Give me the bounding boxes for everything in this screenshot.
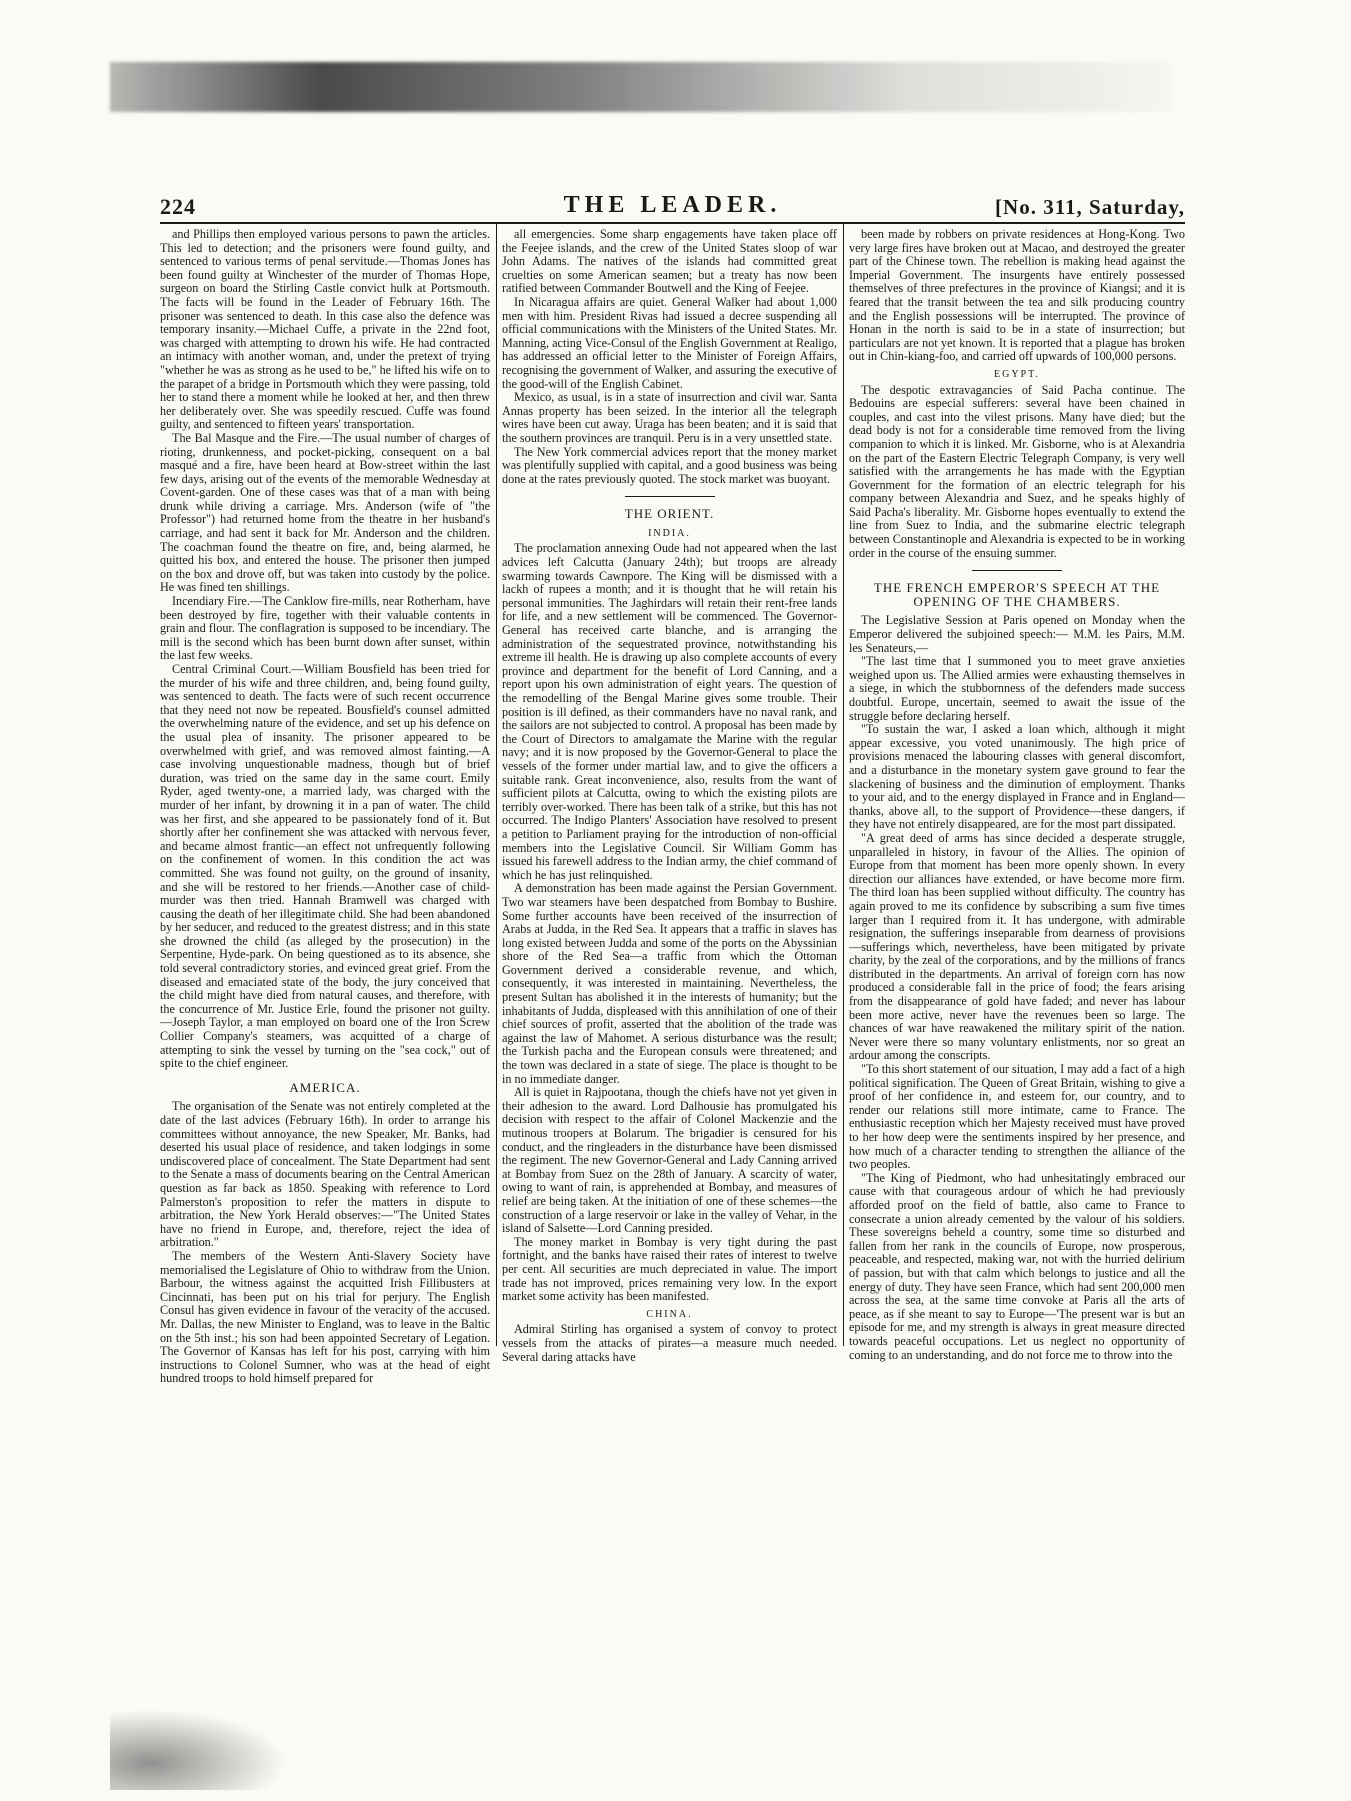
article-paragraph: been made by robbers on private residences at Hong-Kong. Two very large fires have broken out at Macao, and destroyed the greater part of the Chinese town. The rebellion is making head against the Imperial Government. The insurgents have entirely possessed themselves of three prefectures in the province of Kiangsi; and it is feared that the transit between the tea and silk producing country and the English possessions will be interrupted. The province of Honan in the north is said to be in a state of insurrection; but particulars are not yet known. It is reported that a plague has broken out in Chin-kiang-foo, and carried off upwards of 100,000 persons. xyxy=(849,227,1185,364)
article-paragraph: "The King of Piedmont, who had unhesitatingly embraced our cause with that courageous ardour of which he had previously afforded proof on the field of battle, also came to France to consecrate a union already cemented by the valour of his soldiers. These sovereigns beheld a country, some time so disturbed and fallen from her rank in the councils of Europe, now prosperous, peaceable, and respected, making war, not with the hurried delirium of passion, but with that calm which belongs to justice and all the energy of duty. They have seen France, which had sent 200,000 men across the sea, at the same time convoke at Paris all the arts of peace, as if she meant to say to Europe—'The present war is but an episode for me, and my strength is always in great measure directed towards peaceful occupations. Let us neglect no opportunity of coming to an understanding, and do not force me to throw into the xyxy=(849,1170,1185,1362)
subsection-heading: EGYPT. xyxy=(994,368,1040,380)
masthead xyxy=(160,194,1185,220)
scan-artifact-band xyxy=(110,62,1170,112)
column-divider xyxy=(843,224,844,1346)
section-heading: THE ORIENT. xyxy=(624,506,715,522)
article-paragraph: "The last time that I summoned you to meet grave anxieties weighed upon us. The Allied armies were exhausting themselves in a siege, in which the stubbornness of the defenders made success doubtful. Europe, uncertain, seemed to await the issue of the struggle before declaring herself. xyxy=(849,654,1185,723)
column-divider xyxy=(496,224,497,1346)
section-separator xyxy=(625,496,715,497)
article-paragraph: The Bal Masque and the Fire.—The usual number of charges of rioting, drunkenness, and pocket-picking, consequent on a bal masqué and a fire, have been heard at Bow-street within the last few days, arising out of the events of the memorable Wednesday at Covent-garden. One of these cases was that of a man with being drunk while driving a carriage. Mrs. Anderson (wife of "the Professor") had returned home from the theatre in her husband's carriage, and had sent it back for Mr. Anderson and the children. The coachman found the theatre on fire, and, being alarmed, he quitted his box, and entered the house. The prisoner then jumped on the box and drove off, but was taken into custody by the police. He was fined ten shillings. xyxy=(160,430,490,595)
article-column-2 xyxy=(502,227,837,1364)
newspaper-title: THE LEADER. xyxy=(563,192,782,218)
article-paragraph: Incendiary Fire.—The Canklow fire-mills, near Rotherham, have been destroyed by fire, together with their valuable contents in grain and flour. The conflagration is supposed to be incendiary. The mill is the second which has been burnt down after sunset, within the last few weeks. xyxy=(160,594,490,663)
article-paragraph: The organisation of the Senate was not entirely completed at the date of the last advices (February 16th). In order to arrange his committees without annoyance, the new Speaker, Mr. Banks, had deserted his usual place of residence, and taken lodgings in some undiscovered place of concealment. The State Department had sent to the Senate a mass of documents bearing on the Central American question as far back as 1850. Speaking with reference to Lord Palmerston's proposition to refer the matters in dispute to arbitration, the New York Herald observes:—"The United States have no friend in Europe, and, therefore, reject the idea of arbitration." xyxy=(160,1099,490,1250)
article-paragraph: Central Criminal Court.—William Bousfield has been tried for the murder of his wife and three children, and, being found guilty, was sentenced to death. The facts were of such recent occurrence that they need not now be repeated. Bousfield's counsel admitted the overwhelming nature of the evidence, and set up his defence on the usual plea of insanity. The prisoner appeared to be overwhelmed with grief, and was removed almost fainting.—A case involving unquestionable madness, though but of brief duration, was tried on the same day in the same court. Emily Ryder, aged twenty-one, a married lady, was charged with the murder of her infant, by drowning it in a pan of water. The child was her first, and she appeared to be passionately fond of it. But shortly after her confinement she was attacked with nervous fever, and became almost frantic—an effect not unfrequently following on the confinement of women. In this condition the act was committed. She was found not guilty, on the ground of insanity, and she will be restored to her friends.—Another case of child-murder was then tried. Hannah Bramwell was charged with causing the death of her illegitimate child. She had been abandoned by her seducer, and reduced to the greatest distress; and in this state she drowned the child (as alleged by the prosecution) in the Serpentine, Hyde-park. On being questioned as to its absence, she told several contradictory stories, and evinced great grief. From the diseased and emaciated state of the body, the jury conceived that the child might have died from natural causes, and therefore, with the concurrence of Mr. Justice Erle, found the prisoner not guilty.—Joseph Taylor, a man employed on board one of the Iron Screw Collier Company's steamers, was acquitted of a charge of attempting to sink the vessel by turning on the "sea cock," out of spite to the chief engineer. xyxy=(160,662,490,1071)
article-paragraph: The proclamation annexing Oude had not appeared when the last advices left Calcutta (January 24th); but troops are already swarming towards Cawnpore. The King will be dismissed with a lackh of rupees a month; and it is thought that he will retain his personal immunities. The Jaghirdars will retain their rent-free lands for life, and a new settlement will be commenced. The Governor-General has received carte blanche, and is arranging the administration of the sequestrated province, notwithstanding his extreme ill health. He is drawing up also complete accounts of every province and department for the benefit of Lord Canning, and a report upon his own administration of eight years. The question of the remodelling of the Bengal Marine gives some trouble. Their position is ill defined, as their commanders have no naval rank, and the sailors are not subjected to control. A proposal has been made by the Court of Directors to amalgamate the Marine with the regular navy; and it is now proposed by the Governor-General to place the vessels of the former under martial law, and to give the officers a suitable rank. Great inconvenience, also, results from the want of sufficient pilots at Calcutta, owing to which the existing pilots are terribly over-worked. There has been talk of a strike, but this has not occurred. The Indigo Planters' Association have resolved to present a petition to Parliament praying for the introduction of non-official members into the Legislative Council. Sir William Gomm has issued his farewell address to the Indian army, the chief command of which he has just relinquished. xyxy=(502,541,837,882)
article-paragraph: all emergencies. Some sharp engagements have taken place off the Feejee islands, and the crew of the United States sloop of war John Adams. The natives of the islands had committed great cruelties on some American seamen; but a treaty has now been ratified between Commander Boutwell and the King of Feejee. xyxy=(502,227,837,296)
article-paragraph: The Legislative Session at Paris opened on Monday when the Emperor delivered the subjoined speech:— M.M. les Pairs, M.M. les Senateurs,— xyxy=(849,613,1185,655)
article-column-1 xyxy=(160,227,490,1386)
article-paragraph: "To this short statement of our situation, I may add a fact of a high political signification. The Queen of Great Britain, wishing to give a proof of her confidence in, and esteem for, our country, and to render our relations still more intimate, came to France. The enthusiastic reception which her Majesty received must have proved to her how deep were the sentiments inspired by her presence, and how much of a character tending to strengthen the alliance of the two peoples. xyxy=(849,1062,1185,1172)
subsection-heading: CHINA. xyxy=(646,1308,693,1320)
article-paragraph: The members of the Western Anti-Slavery Society have memorialised the Legislature of Ohio to withdraw from the Union. Barbour, the witness against the acquitted Irish Fillibusters at Cincinnati, has been put on his trial for perjury. The English Consul has given evidence in favour of the veracity of the accused. Mr. Dallas, the new Minister to England, was to leave in the Baltic on the 5th inst.; his son had been appointed Secretary of Legation. The Governor of Kansas has left for his post, carrying with him instructions to Colonel Sumner, who was at the head of eight hundred troops to hold himself prepared for xyxy=(160,1248,490,1386)
article-paragraph: Admiral Stirling has organised a system of convoy to protect vessels from the attacks of pirates—a measure much needed. Several daring attacks have xyxy=(502,1322,837,1364)
section-heading: THE FRENCH EMPEROR'S SPEECH AT THE OPENING OF THE CHAMBERS. xyxy=(873,580,1161,609)
article-paragraph: The despotic extravagancies of Said Pacha continue. The Bedouins are especial sufferers: several have been chained in couples, and cast into the vilest prisons. Many have died; but the dead body is not for a considerable time removed from the living companion to which it is linked. Mr. Gisborne, who is at Alexandria on the part of the Eastern Electric Telegraph Company, is very well satisfied with the arrangements he has made with the Egyptian Government for the formation of an electric telegraph for his company between Alexandria and Suez, and he speaks highly of Said Pacha's liberality. Mr. Gisborne hopes eventually to extend the line from Suez to India, and the submarine electric telegraph between Constantinople and Alexandria is expected to be in working order in the course of the ensuing summer. xyxy=(849,382,1185,560)
section-separator xyxy=(972,570,1062,571)
article-paragraph: In Nicaragua affairs are quiet. General Walker had about 1,000 men with him. President Rivas had issued a decree suspending all official communications with the Ministers of the United States. Mr. Manning, acting Vice-Consul of the English Government at Realigo, has addressed an official letter to the Minister of Foreign Affairs, recognising the government of Walker, and assuring the executive of the good-will of the English Cabinet. xyxy=(502,294,837,391)
article-paragraph: and Phillips then employed various persons to pawn the articles. This led to detection; and the prisoners were found guilty, and sentenced to various terms of penal servitude.—Thomas Jones has been found guilty at Winchester of the murder of Thomas Hope, surgeon on board the Stirling Castle convict hulk at Portsmouth. The facts will be found in the Leader of February 16th. The prisoner was sentenced to death. In this case also the defence was temporary insanity.—Michael Cuffe, a private in the 22nd foot, was charged with attempting to drown his wife. He had contracted an intimacy with another woman, and, under the pretext of trying "whether he was as strong as he used to be," he lifted his wife on to the parapet of a bridge in Portsmouth which they were passing, told her to stand there a moment while he looked at her, and then threw her deliberately over. She was speedily rescued. Cuffe was found guilty, and sentenced to fifteen years' transportation. xyxy=(160,227,490,432)
issue-info: [No. 311, Saturday, xyxy=(995,195,1185,219)
page-number: 224 xyxy=(160,194,196,219)
article-paragraph: "To sustain the war, I asked a loan which, although it might appear excessive, you voted unanimously. The high price of provisions menaced the labouring classes with general discomfort, and a disturbance in the monetary system gave ground to fear the slackening of business and the diminution of employment. Thanks to your aid, and to the energy displayed in France and in England—thanks, above all, to the support of Providence—these dangers, if they have not entirely disappeared, are for the most part dissipated. xyxy=(849,722,1185,832)
masthead-rule xyxy=(160,222,1185,224)
article-paragraph: All is quiet in Rajpootana, though the chiefs have not yet given in their adhesion to the award. Lord Dalhousie has promulgated his decision with respect to the affair of Colonel Mackenzie and the mutinous troopers at Bolarum. The brigadier is censured for his conduct, and the ringleaders in the disturbance have been dismissed the regiment. The new Governor-General and Lady Canning arrived at Bombay from Suez on the 28th of January. A scarcity of water, owing to want of rain, is apprehended at Bombay, and measures of relief are being taken. At the initiation of one of these schemes—the construction of a large reservoir or lake in the valley of Vehar, in the island of Salsette—Lord Canning presided. xyxy=(502,1085,837,1236)
article-paragraph: "A great deed of arms has since decided a desperate struggle, unparalleled in history, in favour of the Allies. The opinion of Europe from that moment has been more openly shown. In every direction our alliances have extended, or have become more firm. The third loan has been supplied without difficulty. The country has again proved to me its confidence by subscribing a sum five times larger than I required from it. It has undergone, with admirable resignation, the sufferings inseparable from dearness of provisions—sufferings which, nevertheless, have been mitigated by private charity, by the zeal of the corporations, and by the millions of francs distributed in the departments. An arrival of foreign corn has now produced a considerable fall in the price of food; the fears arising from the disappearance of gold have faded; and never has labour been more active, never have the revenues been so large. The chances of war have reawakened the military spirit of the nation. Never were there so many voluntary enlistments, nor so great an ardour among the conscripts. xyxy=(849,830,1185,1063)
article-column-3 xyxy=(849,227,1185,1362)
article-paragraph: The New York commercial advices report that the money market was plentifully supplied with capital, and a good business was being done at the rates previously quoted. The stock market was buoyant. xyxy=(502,444,837,486)
section-heading: AMERICA. xyxy=(289,1079,361,1095)
article-paragraph: Mexico, as usual, is in a state of insurrection and civil war. Santa Annas property has been seized. In the interior all the telegraph wires have been cut away. Uraga has been beaten; and it is said that the southern provinces are tranquil. Peru is in a very unsettled state. xyxy=(502,390,837,445)
article-paragraph: The money market in Bombay is very tight during the past fortnight, and the banks have raised their rates of interest to twelve per cent. All securities are much depreciated in value. The import trade has not improved, prices remaining very low. In the export market some activity has been manifested. xyxy=(502,1234,837,1304)
article-paragraph: A demonstration has been made against the Persian Government. Two war steamers have been despatched from Bombay to Bushire. Some further accounts have been received of the insurrection of Arabs at Judda, in the Red Sea. It appears that a traffic in slaves has long existed between Judda and some of the ports on the Abyssinian shore of the Red Sea—a traffic from which the Ottoman Government derived a considerable revenue, and which, consequently, it was interested in maintaining. Nevertheless, the present Sultan has abolished it in the interests of humanity; but the inhabitants of Judda, displeased with this annihilation of one of their chief sources of profit, asserted that the abolition of the trade was against the law of Mahomet. A serious disturbance was the result; the Turkish pacha and the European consuls were threatened; and the town was declared in a state of siege. The place is thought to be in no immediate danger. xyxy=(502,881,837,1086)
scan-smudge xyxy=(110,1700,310,1790)
subsection-heading: INDIA. xyxy=(648,527,691,539)
